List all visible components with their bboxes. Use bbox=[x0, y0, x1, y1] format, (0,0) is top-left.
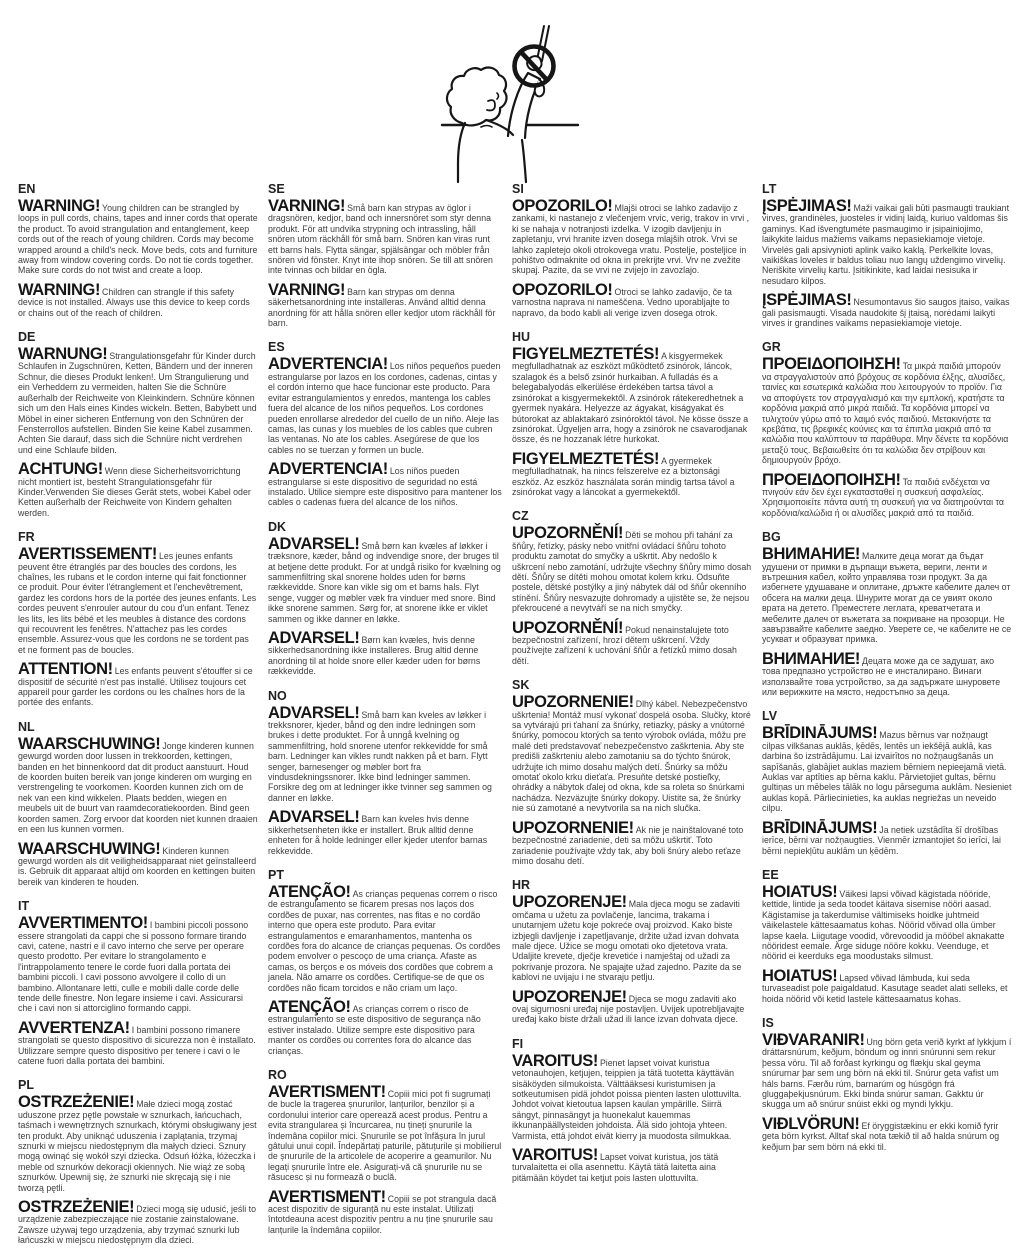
warning-paragraph bbox=[762, 1114, 1012, 1152]
warning-text: Barn kan kveles hvis denne sikkerhetsenheten ikke er installert. Bruk alltid denne enheten for å holde ledninger eller kjeder utenfor barnas rekkevidde. bbox=[268, 814, 488, 856]
warning-text: Nesumontavus šio saugos įtaiso, vaikas gali pasismaugti. Visada naudokite šį įtaisą, norėdami laikyti virves ir grandines vaikams nepasiekiamoje vietoje. bbox=[762, 297, 1010, 329]
warning-keyword: VARNING! bbox=[268, 280, 346, 299]
section-sk bbox=[512, 678, 752, 866]
section-bg bbox=[762, 530, 1012, 697]
warning-text: Ja netiek uzstādīta šī drošības ierīce, bērni var nožņaugties. Vienmēr izmantojiet šo ierīci, lai bērni nepiekļūtu auklām un ķēdēm. bbox=[762, 824, 1001, 856]
section-lt bbox=[762, 182, 1012, 328]
warning-keyword: ADVERTENCIA! bbox=[268, 460, 388, 479]
warning-keyword: WARNING! bbox=[18, 197, 101, 215]
warning-text: Les jeunes enfants peuvent être étranglés par des boucles des cordons, les chaînes, les rubans et le cordon interne qui fait fonctionner ce produit. Pour éviter l'étranglement et l'enchevêtrement, gardez les cordons hors de la portée des jeunes enfants. Les cordes peuvent s'enrouler autour du cou d'un enfant. Tenez les lits, les lits bébé et les meubles à distance des cordons qui recouvrent les fenêtres. N'attachez pas les cordes ensemble. Assurez-vous que les cordons ne se tordent pas et ne forment pas de boucles. bbox=[18, 551, 257, 655]
warning-text: Децата може да се задушат, ако това предпазно устройство не е инсталирано. Винаги използвайте това устройство, за да задържате шнуровете или верижките на място, недостъпно за деца. bbox=[762, 655, 1001, 698]
warning-text: Små børn kan kvæles af løkker i træksnore, kæder, bånd og indvendige snore, der bruges til at betjene dette produkt. For at undgå risiko for kvælning og sammenfiltring skal snorene holdes uden for børns rækkevidde. Snore kan vikle sig om et barns hals. Flyt senge, vugger og møbler væk fra vinduer med snore. Bind ikke snorene sammen. Sørg for, at snorene ikke er viklet sammen og ikke danner en løkke. bbox=[268, 540, 501, 624]
warning-paragraph bbox=[268, 280, 502, 329]
warning-paragraph bbox=[268, 703, 502, 804]
section-ee bbox=[762, 868, 1012, 1004]
warning-paragraph bbox=[512, 280, 752, 318]
warning-keyword: AVERTISSEMENT! bbox=[18, 545, 157, 564]
warning-keyword: ΠΡΟΕΙΔΟΠΟΙΗΣΗ! bbox=[762, 470, 901, 489]
warning-keyword: WARNING! bbox=[18, 280, 101, 299]
warning-text: Jonge kinderen kunnen gewurgd worden door lussen in trekkoorden, kettingen, banden en het binnenkoord dat dit product aanstuurt. Houd de koorden buiten bereik van jonge kinderen om wurging en verstrengeling te voorkomen. Koorden kunnen zich om de nek van een kind wikkelen. Plaats bedden, wiegen en meubels uit de buurt van raamdecoratiekoorden. Bind geen koorden samen. Zorg ervoor dat koorden niet kunnen draaien en een lus kunnen vormen. bbox=[18, 740, 258, 835]
child-cord-warning-illustration bbox=[418, 24, 646, 184]
warning-text: I bambini possono rimanere strangolati se questo dispositivo di sicurezza non è installato. Utilizzare sempre questo dispositivo per tenere i cavi o le catene fuori dalla portata dei bambini. bbox=[18, 1024, 256, 1066]
section-cz bbox=[512, 509, 752, 666]
language-columns bbox=[18, 182, 1012, 1258]
warning-text: Małe dzieci mogą zostać uduszone przez pętle powstałe w sznurkach, łańcuchach, taśmach i wewnętrznych sznurkach, którymi obsługiwany jest ten produkt. Aby uniknąć uduszenia i zaplątania, trzymaj sznurki w miejscu niedostępnym dla małych dzieci. Sznury mogą owinąć się wokół szyi dziecka. Odsuń łóżka, łóżeczka i meble od sznurków dekoracji okiennych. Nie wiąż ze sobą sznurków. Upewnij się, że sznurki nie skręcają się i nie tworzą pętli. bbox=[18, 1099, 257, 1193]
section-nl bbox=[18, 720, 258, 887]
warning-text: Dzieci mogą się udusić, jeśli to urządzenie zabezpieczające nie zostanie zainstalowane. Zawsze używaj tego urządzenia, aby trzymać sznurki lub łańcuszki w miejscu niedostępnym dla dzieci. bbox=[18, 1204, 256, 1246]
warning-text: Dlhý kábel. Nebezpečenstvo uškrtenia! Montáž musí vykonať dospelá osoba. Slučky, ktoré sa vytvárajú pri ťahaní za šnúrky, retiazky, pásky a vnútorné šnúrky, pomocou ktorých sa tento výrobok ovláda, môžu pre malé deti predstavovať nebezpečenstvo zaškrtenia. Aby ste predišli zaškrteniu alebo zamotaniu sa do týchto šnúrok, udržujte ich mimo dosahu malých detí. Šnúrky sa môžu omotať okolo krku dieťaťa. Presuňte detské postieľky, ohrádky a nábytok ďalej od okna, kde sa roleta so šnúrkami nachádza. Nezväzujte šnúrky dokopy. Uistite sa, že šnúrky nie sú zamotané a nevytvorila sa na nich slučka. bbox=[512, 699, 751, 814]
warning-keyword: ADVARSEL! bbox=[268, 703, 360, 722]
warning-paragraph bbox=[762, 966, 1012, 1004]
warning-paragraph bbox=[512, 693, 752, 814]
language-code-es: ES bbox=[268, 340, 285, 355]
section-fi bbox=[512, 1037, 752, 1183]
section-is bbox=[762, 1016, 1012, 1152]
warning-keyword: AVERTISMENT! bbox=[268, 1083, 386, 1101]
warning-text: Ung börn geta verið kyrkt af lykkjum í dráttarsnúrum, keðjum, böndum og innri snúrunni sem rekur þessa vöru. Til að forðast kyrkingu og flækju skal geyma snúrurnar þar sem ung börn ná ekki til. Snúrur geta vafist um háls barns. Færðu rúm, barnarúm og húsgögn frá gluggaþekjusnúrum. Ekki binda snúrur saman. Gakktu úr skugga um að snúrur snúist ekki og myndi lykkju. bbox=[762, 1036, 1012, 1110]
warning-keyword: OSTRZEŻENIE! bbox=[18, 1093, 135, 1112]
warning-keyword: VAROITUS! bbox=[512, 1146, 598, 1165]
language-code-lv: LV bbox=[762, 709, 778, 724]
warning-paragraph bbox=[762, 545, 1012, 645]
language-code-gr: GR bbox=[762, 340, 781, 355]
language-code-en: EN bbox=[18, 182, 36, 196]
column-2 bbox=[268, 182, 502, 1258]
warning-paragraph bbox=[18, 460, 258, 518]
warning-keyword: AVVERTENZA! bbox=[18, 1018, 130, 1037]
warning-keyword: UPOZORENJE! bbox=[512, 893, 627, 912]
language-code-bg: BG bbox=[762, 530, 781, 545]
warning-keyword: OPOZORILO! bbox=[512, 197, 613, 215]
section-it bbox=[18, 899, 258, 1066]
section-dk bbox=[268, 520, 502, 677]
warning-text: Ef öryggistækinu er ekki komið fyrir geta börn kyrkst. Alltaf skal nota tækið til að halda snúrum og keðjum þar sem börn ná ekki til. bbox=[762, 1120, 1000, 1152]
warning-paragraph bbox=[762, 818, 1012, 856]
warning-keyword: VIÐLVÖRUN! bbox=[762, 1114, 860, 1133]
warning-paragraph bbox=[762, 882, 1012, 962]
warning-paragraph bbox=[512, 893, 752, 983]
warning-paragraph bbox=[18, 1198, 258, 1246]
warning-text: Малките деца могат да бъдат удушени от примки в дърпащи въжета, вериги, ленти и вътрешния кабел, който управлява този продукт. За да избегнете удушаване и оплитане, дръжте кабелите далеч от обсега на малки деца. Шнурите могат да се увият около врата на детето. Преместете леглата, креватчетата и мебелите далеч от въжетата за покриване на прозорци. Не завързвайте кабелите заедно. Уверете се, че кабелите не се усукват и образуват примка. bbox=[762, 551, 1012, 645]
warning-paragraph bbox=[268, 1187, 502, 1236]
section-se bbox=[268, 182, 502, 328]
warning-text: Lapset voivat kuristua, jos tätä turvalaitetta ei olla asennettu. Käytä tätä laitetta aina pitämään köydet tai ketjut pois lasten ulottuvilta. bbox=[512, 1152, 719, 1183]
language-code-fr: FR bbox=[18, 530, 35, 545]
warning-keyword: ATENÇÃO! bbox=[268, 997, 351, 1016]
warning-paragraph bbox=[268, 534, 502, 624]
language-code-hr: HR bbox=[512, 878, 531, 893]
warning-keyword: ADVARSEL! bbox=[268, 808, 360, 827]
warning-paragraph bbox=[512, 987, 752, 1025]
warning-paragraph bbox=[762, 470, 1012, 519]
language-code-ro: RO bbox=[268, 1068, 287, 1082]
warning-text: Mala djeca mogu se zadaviti omčama u užetu za povlačenje, lancima, trakama i unutarnjem užetu koje pokreće ovaj proizvod. Kako biste izbjegli davljenje i zapetljavanje, držite užad izvan dohvata male djece. Užice se mogu omotati oko djetetova vrata. Udaljite krevete, dječje krevetiće i namještaj od užadi za pokrivanje prozora. Ne spajajte užad zajedno. Pazite da se kablovi ne uvijaju i ne stvaraju petlju. bbox=[512, 899, 742, 983]
warning-text: Mlajši otroci se lahko zadavijo z zankami, ki nastanejo z vlečenjem vrvic, verig, trakov in vrvi , ki se nahaja v notranjosti izdelka. V izogib davljenju in zapletanju, vrvi hranite izven dosega mlajših otrok. Vrvi se lahko zapletejo okoli otrokovega vratu. Postelje, posteljice in pohištvo odmaknite od okna in prekrijte vrvi. Vrv ne zvežite skupaj. Pazite, da se vrvi ne zvijejo in zavozlajo. bbox=[512, 203, 750, 276]
language-code-dk: DK bbox=[268, 519, 287, 534]
warning-text: A gyermekek megfulladhatnak, ha nincs felszerelve ez a biztonsági eszköz. Az eszköz használata során mindig tartsa távol a zsinórokat vagy a láncokat a gyermekektől. bbox=[512, 455, 735, 497]
warning-keyword: ADVERTENCIA! bbox=[268, 355, 388, 374]
warning-keyword: ACHTUNG! bbox=[18, 460, 103, 479]
section-ro bbox=[268, 1068, 502, 1235]
warning-text: Pienet lapset voivat kuristua vetonauhojen, ketjujen, teippien ja tätä tuotetta käyttävän sisäköyden silmukoista. Välttääksesi kuristumisen ja sotkeutumisen pidä johdot poissa pienten lasten ulottuvilta. Johdot voivat kietoutua lapsen kaulan ympärille. Siirrä sängyt, pinnasängyt ja huonekalut kauemmas ikkunanpäällysteiden johdoista. Älä sido johtoja yhteen. Varmista, että johdot eivät kierry ja muodosta silmukkaa. bbox=[512, 1057, 742, 1141]
section-no bbox=[268, 689, 502, 856]
warning-paragraph bbox=[268, 460, 502, 508]
language-code-si: SI bbox=[512, 182, 524, 196]
section-si bbox=[512, 182, 752, 318]
warning-keyword: HOIATUS! bbox=[762, 882, 838, 901]
child-figure bbox=[447, 56, 544, 182]
cord bbox=[537, 26, 549, 61]
section-de bbox=[18, 330, 258, 518]
warning-paragraph bbox=[268, 629, 502, 677]
warning-paragraph bbox=[18, 660, 258, 708]
section-lv bbox=[762, 709, 1012, 855]
warning-keyword: OSTRZEŻENIE! bbox=[18, 1198, 135, 1217]
column-3 bbox=[512, 182, 752, 1258]
section-gr bbox=[762, 340, 1012, 518]
warning-paragraph bbox=[268, 997, 502, 1056]
warning-paragraph bbox=[18, 914, 258, 1014]
warning-text: Los niños pequeños pueden estrangularse por lazos en los cordones, cadenas, cintas y el cordón interno que hace funcionar este producto. Para evitar estrangulamientos y enredos, mantenga los cables fuera del alcance de los niños pequeños. Los cordones pueden enrollarse alrededor del cuello de un niño. Aleje las camas, las cunas y los muebles de los cables que cubren las ventanas. No ate los cables. Asegúrese de que los cables no se tuerzan y formen un bucle. bbox=[268, 361, 501, 455]
warning-text: Djeca se mogu zadaviti ako ovaj sigurnosni uređaj nije postavljen. Uvijek upotrebljavajte uređaj kako biste držali užad ili lance izvan dohvata djece. bbox=[512, 993, 745, 1025]
language-code-pt: PT bbox=[268, 867, 284, 882]
language-code-pl: PL bbox=[18, 1078, 34, 1093]
warning-text: Maži vaikai gali būti pasmaugti traukiant virves, grandinėles, juosteles ir vidinį laidą, kuriuo valdomas šis gaminys. Kad išvengtumėte pasmaugimo ir įsipainiojimo, laikykite laidus mažiems vaikams nepasiekiamoje vietoje. Virvelės gali apsivynioti aplink vaiko kaklą. Perkelkite lovas, vaikiškas loveles ir baldus toliau nuo langų uždengimo virvelių. Neriškite virvelių kartu. Įsitikinkite, kad laidai nesisuka ir nesudaro kilpos. bbox=[762, 203, 1010, 286]
language-code-cz: CZ bbox=[512, 509, 529, 524]
warning-paragraph bbox=[512, 524, 752, 614]
warning-paragraph bbox=[762, 724, 1012, 814]
language-code-lt: LT bbox=[762, 182, 777, 196]
warning-text: Pokud nenainstalujete toto bezpečnostní zařízení, hrozí dětem uškrcení. Vždy používejte zařízení k uchování šňůr a řetízků mimo dosah dětí. bbox=[512, 624, 737, 666]
section-fr bbox=[18, 530, 258, 708]
warning-keyword: ВНИМАНИЕ! bbox=[762, 545, 861, 564]
warning-text: Lapsed võivad lämbuda, kui seda turvaseadist pole paigaldatud. Kasutage seadet alati selleks, et hoida nöörid või ketid lastele kättesaamatus kohas. bbox=[762, 972, 1008, 1004]
warning-text: Les enfants peuvent s'étouffer si ce dispositif de sécurité n'est pas installé. Utilisez toujours cet appareil pour garder les cordons ou les chaînes hors de la portée des enfants. bbox=[18, 666, 253, 708]
warning-keyword: UPOZORNENIE! bbox=[512, 693, 634, 712]
warning-paragraph bbox=[512, 618, 752, 667]
language-code-nl: NL bbox=[18, 719, 35, 734]
section-pt bbox=[268, 868, 502, 1056]
warning-paragraph bbox=[762, 197, 1012, 286]
warning-text: As crianças correm o risco de estrangulamento se este dispositivo de segurança não estiver instalado. Utilize sempre este dispositivo para manter os cordões ou correntes fora do alcance das crianças. bbox=[268, 1003, 481, 1056]
section-hu bbox=[512, 330, 752, 497]
warning-text: As crianças pequenas correm o risco de estrangulamento se ficarem presas nos laços dos cordões de puxar, nas correntes, nas fitas e no cordão interno que opera este produto. Para evitar estrangulamentos e emaranhamentos, mantenha os cordões fora do alcance de crianças pequenas. Os cordões podem envolver o pescoço de uma criança. Afaste as camas, os berços e os móveis dos cordões que cobrem a janela. Não amarre os cordões. Certifique-se de que os cordões não ficam torcidos e não criam um laço. bbox=[268, 888, 501, 993]
language-code-ee: EE bbox=[762, 867, 779, 882]
warning-paragraph bbox=[512, 1051, 752, 1141]
warning-paragraph bbox=[268, 197, 502, 276]
warning-keyword: ATTENTION! bbox=[18, 660, 113, 679]
warning-keyword: FIGYELMEZTETÉS! bbox=[512, 345, 660, 364]
warning-paragraph bbox=[18, 734, 258, 835]
section-pl bbox=[18, 1078, 258, 1245]
warning-paragraph bbox=[512, 345, 752, 445]
language-code-sk: SK bbox=[512, 678, 530, 693]
warning-paragraph bbox=[512, 449, 752, 498]
warning-keyword: OPOZORILO! bbox=[512, 280, 613, 299]
warning-text: Otroci se lahko zadavijo, če ta varnostna naprava ni nameščena. Vedno uporabljajte to napravo, da bodo kabli ali verige izven dosega otrok. bbox=[512, 286, 732, 318]
warning-paragraph bbox=[18, 1018, 258, 1067]
warning-keyword: VAROITUS! bbox=[512, 1051, 598, 1070]
warning-text: Väikesi lapsi võivad kägistada nööride, kettide, lintide ja seda toodet käitava sisemise nööri aasad. Kägistamise ja takerdumise vältimiseks hoidke juhtmeid väikelastele kättesaamatus kohas. Nöörid võivad olla ümber lapse kaela. Liigutage voodid, võrevoodid ja mööbel aknakatte nööridest eemale. Ärge siduge nööre kokku. Veenduge, et nöörid ei keerduks ega moodustaks silmust. bbox=[762, 888, 1005, 962]
warning-paragraph bbox=[762, 291, 1012, 329]
warning-keyword: UPOZORNENIE! bbox=[512, 818, 634, 837]
warning-keyword: VIÐVARANIR! bbox=[762, 1030, 865, 1049]
warning-paragraph bbox=[268, 1083, 502, 1183]
warning-keyword: BRĪDINĀJUMS! bbox=[762, 818, 878, 837]
warning-text: Wenn diese Sicherheitsvorrichtung nicht montiert ist, besteht Strangulationsgefahr für Kinder.Verwenden Sie dieses Gerät stets, wobei Kabel oder Ketten außerhalb der Reichweite von Kindern gehalten werden. bbox=[18, 466, 251, 518]
warning-paragraph bbox=[18, 1093, 258, 1193]
warning-paragraph bbox=[268, 882, 502, 993]
warning-text: Children can strangle if this safety device is not installed. Always use this device to keep cords or chains out of the reach of children. bbox=[18, 286, 250, 318]
warning-text: Strangulationsgefahr für Kinder durch Schlaufen in Zugschnüren, Ketten, Bändern und der inneren Schnur, die dieses Produkt lenken!. Um Strangulierung und ein Verheddern zu vermeiden, halten Sie die Schnüre außerhalb der Reichweite von Kleinkindern. Schnüre können sich um den Hals eines Kindes wickeln. Betten, Babybett und Möbel in einer sicheren Entfernung von den Schnüren der Fensterrollos aufstellen. Binden Sie keine Kabel zusammen. Achten Sie darauf, dass sich die Schnüre nicht verdrehen und eine Schlaufe bilden. bbox=[18, 351, 257, 455]
warning-keyword: ADVARSEL! bbox=[268, 534, 360, 553]
warning-text: I bambini piccoli possono essere strangolati da cappi che si possono formare tirando cavi, catene, nastri e il cavo interno che serve per operare questo prodotto. Per evitare lo strangolamento e l'intrappolamento tenere le corde fuori dalla portata dei bambini piccoli. I cavi possono avvolgere il collo di un bambino. Allontanare letti, culle e mobili dalle corde delle tende delle finestre. Non legare insieme i cavi. Assicurarsi che i cavi non si attorciglino formando cappi. bbox=[18, 920, 249, 1014]
column-1 bbox=[18, 182, 258, 1258]
section-en bbox=[18, 182, 258, 318]
warning-paragraph bbox=[18, 280, 258, 318]
warning-keyword: AVERTISMENT! bbox=[268, 1187, 386, 1206]
warning-paragraph bbox=[762, 649, 1012, 698]
warning-keyword: ADVARSEL! bbox=[268, 629, 360, 647]
warning-keyword: ATENÇÃO! bbox=[268, 882, 351, 901]
language-code-se: SE bbox=[268, 182, 285, 196]
warning-keyword: UPOZORNĚNÍ! bbox=[512, 524, 624, 543]
warning-paragraph bbox=[18, 345, 258, 455]
warning-text: Barn kan strypas om denna säkerhetsanordning inte installeras. Använd alltid denna anordning för att hålla snören eller kedjor utom räckhåll för barn. bbox=[268, 286, 496, 329]
warning-keyword: HOIATUS! bbox=[762, 966, 838, 985]
warning-text: Små barn kan strypas av öglor i dragsnören, kedjor, band och innersnöret som styr denna produkt. För att undvika strypning och intrassling, håll snören utom räckhåll för små barn. Snören kan viras runt ett barns hals. Flytta sängar, spjälsängar och möbler från snören vid fönster. Knyt inte ihop snören. Se till att snören inte tvinnas och bildar en ögla. bbox=[268, 203, 493, 276]
warning-keyword: WAARSCHUWING! bbox=[18, 734, 161, 753]
warning-paragraph bbox=[18, 545, 258, 655]
warning-paragraph bbox=[512, 1146, 752, 1183]
warning-paragraph bbox=[512, 818, 752, 867]
warning-text: Kinderen kunnen gewurgd worden als dit veiligheidsapparaat niet geïnstalleerd is. Gebruik dit apparaat altijd om koorden en kettingen buiten bereik van kinderen te houden. bbox=[18, 845, 257, 887]
warning-paragraph bbox=[268, 808, 502, 856]
warning-text: Copiii se pot strangula dacă acest dispozitiv de siguranță nu este instalat. Utilizați întotdeauna acest dispozitiv pentru a nu ține șnururile sau lanțurile la îndemâna copiilor. bbox=[268, 1193, 497, 1235]
warning-paragraph bbox=[268, 355, 502, 455]
warning-keyword: UPOZORNĚNÍ! bbox=[512, 618, 624, 637]
language-code-hu: HU bbox=[512, 330, 531, 345]
section-es bbox=[268, 340, 502, 507]
warning-paragraph bbox=[18, 839, 258, 888]
warning-text: Děti se mohou při tahání za šňůry, řetízky, pásky nebo vnitřní ovládací šňůru tohoto produktu zamotat do smyčky a uškrtit. Aby nedošlo k uškrcení nebo zamotání, udržujte všechny šňůry mimo dosah dětí. Šňůry se dítěti mohou omotat kolem krku. Odsuňte postele, dětské postýlky a jiný nábytek dál od šňůr okenního stínění. Šňůry nesvazujte dohromady a ujistěte se, že nejsou překroucené a nevytváří se na nich smyčky. bbox=[512, 530, 752, 614]
warning-keyword: ĮSPĖJIMAS! bbox=[762, 291, 852, 310]
warning-paragraph bbox=[762, 355, 1012, 466]
warning-text: Ak nie je nainštalované toto bezpečnostné zariadenie, deti sa môžu uškrtiť. Toto zariadenie používajte vždy tak, aby boli šnúry alebo reťaze mimo dosahu detí. bbox=[512, 824, 744, 866]
language-code-de: DE bbox=[18, 330, 36, 345]
warning-text: Børn kan kvæles, hvis denne sikkerhedsanordning ikke installeres. Brug altid denne anordning til at holde snore eller kæder uden for børns rækkevidde. bbox=[268, 635, 481, 677]
language-code-no: NO bbox=[268, 688, 287, 703]
warning-paragraph bbox=[762, 1030, 1012, 1110]
language-code-it: IT bbox=[18, 899, 30, 914]
warning-keyword: ĮSPĖJIMAS! bbox=[762, 197, 852, 215]
warning-keyword: FIGYELMEZTETÉS! bbox=[512, 449, 660, 468]
warning-text: A kisgyermekek megfulladhatnak az eszközt működtető zsinórok, láncok, szalagok és a belső zsinór hurkaiban. A fulladás és a belegabalyodás elkerülése érdekében tartsa távol a zsinórokat a kisgyermekektől. A zsinórok rátekeredhetnek a gyermek nyakára. Helyezze az ágyakat, kiságyakat és bútorokat az ablaktakaró zsinóroktól távol. Ne kösse össze a zsinórokat. Ügyeljen arra, hogy a zsinórok ne csavarodjanak össze, és ne hozzanak létre hurkokat. bbox=[512, 351, 749, 445]
warning-text: Τα μικρά παιδιά μπορούν να στραγγαλιστούν από βρόχους σε κορδόνια έλξης, αλυσίδες, ταινίες και εσωτερικά καλώδια που λειτουργούν το προϊόν. Για να αποφύγετε τον στραγγαλισμό και την εμπλοκή, κρατήστε τα κορδόνια μακριά από μικρά παιδιά. Τα κορδόνια μπορεί να τυλιχτούν γύρω από το λαιμό ενός παιδιού. Μετακινήστε τα κρεβάτια, τις βρεφικές κούνιες και τα έπιπλα μακριά από τα καλώδια που καλύπτουν τα παράθυρα. Μην δένετε τα κορδόνια μεταξύ τους. Βεβαιωθείτε ότι τα καλώδια δεν στρίβουν και δημιουργούν βρόχο. bbox=[762, 361, 1009, 466]
language-code-is: IS bbox=[762, 1015, 774, 1030]
warning-text: Mazus bērnus var nožņaugt cilpas vilkšanas auklās, ķēdēs, lentēs un iekšējā auklā, kas darbina šo izstrādājumu. Lai izvairītos no nožņaugšanās un sapīšanās, glabājiet auklas maziem bērniem nepieejamā vietā. Auklas var aptīties ap bērna kaklu. Pārvietojiet gultas, bērnu gultiņas un mēbeles tālāk no logu pārseguma auklām. Nesieniet auklas kopā. Pārliecinieties, ka auklas negriežas un neveido cilpu. bbox=[762, 730, 1012, 814]
warning-text: Små barn kan kveles av løkker i trekksnorer, kjeder, bånd og den indre ledningen som brukes i dette produktet. For å unngå kvelning og sammenfiltring, hold snorene utenfor rekkevidde for små barn. Ledninger kan vikles rundt nakken på et barn. Flytt senger, barnesenger og møbler bort fra vindusdekningssnorer. Ikke bind ledninger sammen. Forsikre deg om at ledninger ikke tvinner seg sammen og danner en løkke. bbox=[268, 709, 492, 803]
language-code-fi: FI bbox=[512, 1036, 524, 1051]
warning-keyword: ВНИМАНИЕ! bbox=[762, 649, 861, 668]
warning-keyword: WAARSCHUWING! bbox=[18, 839, 161, 858]
warning-text: Young children can be strangled by loops in pull cords, chains, tapes and inner cords that operate the product. To avoid strangulation and entanglement, keep cords out of the reach of young children. Cords may become wrapped around a child's neck. Move beds, cots and furniture away from window covering cords. Do not tie cords together. Make sure cords do not twist and create a loop. bbox=[18, 203, 258, 276]
warning-keyword: ΠΡΟΕΙΔΟΠΟΙΗΣΗ! bbox=[762, 355, 901, 374]
warning-text: Τα παιδιά ενδέχεται να πνιγούν εάν δεν έχει εγκατασταθεί η συσκευή ασφαλείας. Χρησιμοποιείτε πάντα αυτή τη συσκευή για να διατηρούνται τα κορδόνια/καλώδια ή οι αλυσίδες μακριά από τα παιδιά. bbox=[762, 476, 1004, 518]
warning-text: Copiii mici pot fi sugrumați de bucle la tragerea șnururilor, lanțurilor, benzilor și a cordonului interior care operează acest produs. Pentru a evita strangularea și încurcarea, nu țineți șnururile la îndemâna copiilor mici. Șnururile se pot înfășura în jurul gâtului unui copil. Îndepărtați paturile, pătuțurile și mobilierul de șnururile de la articolele de acoperire a geamurilor. Nu legați șnururile între ele. Asigurați-vă că șnururile nu se răsucesc și nu formează o buclă. bbox=[268, 1089, 502, 1183]
warning-keyword: WARNUNG! bbox=[18, 345, 108, 364]
column-4 bbox=[762, 182, 1012, 1258]
warning-paragraph bbox=[512, 197, 752, 276]
warning-keyword: VARNING! bbox=[268, 197, 346, 215]
warning-text: Los niños pueden estrangularse si este dispositivo de seguridad no está instalado. Utilice siempre este dispositivo para mantener los cables o cadenas fuera del alcance de los niños. bbox=[268, 466, 502, 508]
warning-keyword: BRĪDINĀJUMS! bbox=[762, 724, 878, 743]
warning-keyword: UPOZORENJE! bbox=[512, 987, 627, 1006]
warning-keyword: AVVERTIMENTO! bbox=[18, 914, 148, 933]
warning-paragraph bbox=[18, 197, 258, 276]
section-hr bbox=[512, 878, 752, 1024]
